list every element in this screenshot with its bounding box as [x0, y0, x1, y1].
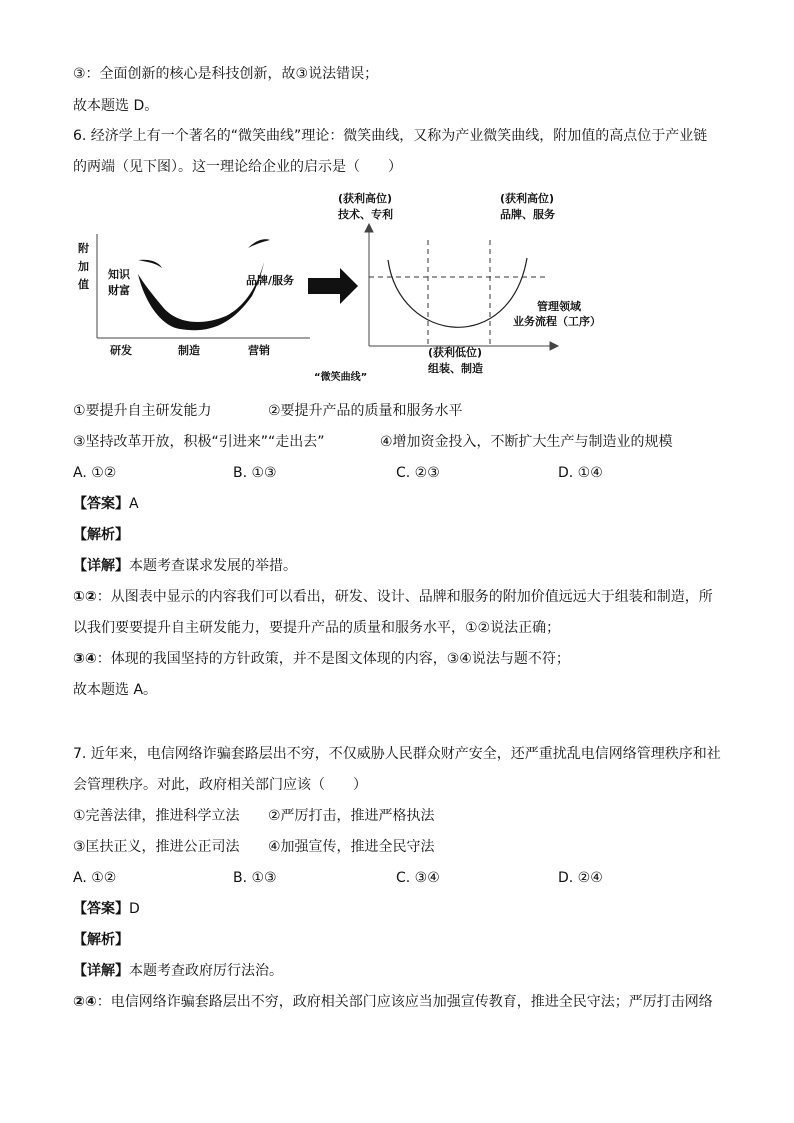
explanation-text: ：从图表中显示的内容我们可以看出，研发、设计、品牌和服务的附加价值远远大于组装和制造，所: [96, 589, 713, 605]
option-statement: ①完善法律，推进科学立法: [73, 808, 240, 824]
option-statement: ④加强宣传，推进全民守法: [268, 839, 435, 855]
explanation-tag: ②④: [73, 994, 97, 1010]
choice-c: C. ③④: [396, 870, 440, 886]
option-statement: ①要提升自主研发能力: [73, 403, 212, 419]
text-line: ③：全面创新的核心是科技创新，故③说法错误；: [73, 66, 379, 82]
smile-curve: [138, 262, 264, 330]
detail-tag: 【详解】: [73, 558, 129, 574]
tech-patent-label: 技术、专利: [338, 208, 393, 221]
wealth-label: 财富: [108, 284, 130, 297]
y-axis-label: 附: [78, 242, 89, 255]
explanation-paragraph: [73, 649, 570, 669]
detail-line: [73, 961, 283, 981]
detail-text: 本题考查谋求发展的举措。: [129, 558, 297, 574]
knowledge-label: 知识: [108, 268, 130, 281]
low-profit-tag: (获利低位): [428, 346, 483, 359]
analysis-tag: 【解析】: [73, 932, 129, 948]
assembly-manufacturing-label: 组装、制造: [428, 362, 483, 375]
detail-text: 本题考查政府厉行法治。: [129, 963, 283, 979]
y-axis-arrow-icon: [365, 224, 373, 232]
answer-value: D: [129, 901, 140, 917]
explanation-text: ：电信网络诈骗套路层出不穷，政府相关部门应该应当加强宣传教育，推进全民守法；严厉打击网络: [96, 994, 713, 1010]
choice-d: D. ②④: [558, 870, 603, 886]
figure-caption: “微笑曲线”: [314, 372, 368, 383]
x-axis-arrow-icon: [550, 342, 558, 350]
option-statement: ③坚持改革开放，积极“引进来”“走出去”: [73, 434, 325, 450]
x-label-marketing: 营销: [248, 344, 270, 357]
conclusion: 故本题选 D。: [73, 98, 159, 114]
y-axis-label: 加: [78, 260, 89, 273]
brand-service-label: 品牌/服务: [246, 274, 295, 287]
choice-a: A. ①②: [73, 870, 117, 886]
business-process-label: 业务流程（工序）: [513, 315, 601, 328]
choice-c: C. ②③: [396, 465, 440, 481]
question-stem: 7. 近年来，电信网络诈骗套路层出不穷，不仅威胁人民群众财产安全，还严重扰乱电信网络管理秩序和社: [73, 746, 721, 762]
explanation-tag: ③④: [73, 651, 97, 667]
question-stem: 6. 经济学上有一个著名的“微笑曲线”理论：微笑曲线，又称为产业微笑曲线，附加值的高点位于产业链: [73, 128, 708, 144]
answer-tag: 【答案】: [73, 901, 129, 917]
analysis-tag: 【解析】: [73, 527, 129, 543]
smile-stroke-top-right: [248, 239, 270, 248]
option-statement: ④增加资金投入，不断扩大生产与制造业的规模: [380, 434, 673, 450]
explanation-tag: ①②: [73, 589, 97, 605]
option-statement: ③匡扶正义，推进公正司法: [73, 839, 240, 855]
y-axis-label: 值: [78, 278, 89, 291]
answer-line: [73, 494, 139, 514]
answer-line: [73, 899, 140, 919]
choice-a: A. ①②: [73, 465, 117, 481]
question-stem: 会管理秩序。对此，政府相关部门应该（ ）: [73, 777, 367, 793]
x-label-manufacturing: 制造: [178, 344, 200, 357]
high-profit-left-tag: (获利高位): [338, 192, 393, 205]
detail-line: [73, 556, 297, 576]
option-statement: ②要提升产品的质量和服务水平: [268, 403, 463, 419]
management-label: 管理领域: [537, 300, 581, 313]
answer-value: A: [129, 496, 139, 512]
arrow-right-icon: [308, 268, 358, 304]
conclusion: 故本题选 A。: [73, 682, 158, 698]
choice-b: B. ①③: [233, 870, 277, 886]
high-profit-right-tag: (获利高位): [500, 192, 555, 205]
smile-curve-figure: [70, 188, 630, 384]
question-stem: 的两端（见下图）。这一理论给企业的启示是（ ）: [73, 159, 402, 175]
detail-tag: 【详解】: [73, 963, 129, 979]
explanation-paragraph: [73, 587, 713, 607]
choice-d: D. ①④: [558, 465, 603, 481]
explanation-text: ：体现的我国坚持的方针政策，并不是图文体现的内容，③④说法与题不符；: [96, 651, 570, 667]
smile-stroke-top-left: [138, 260, 162, 268]
explanation-paragraph: [73, 992, 713, 1012]
option-statement: ②严厉打击，推进严格执法: [268, 808, 435, 824]
profit-u-curve: [388, 258, 527, 327]
explanation-text: 以我们要要提升自主研发能力，要提升产品的质量和服务水平，①②说法正确；: [73, 620, 561, 636]
choice-b: B. ①③: [233, 465, 277, 481]
answer-tag: 【答案】: [73, 496, 129, 512]
brand-service-right-label: 品牌、服务: [500, 208, 555, 221]
x-label-rd: 研发: [110, 344, 132, 357]
